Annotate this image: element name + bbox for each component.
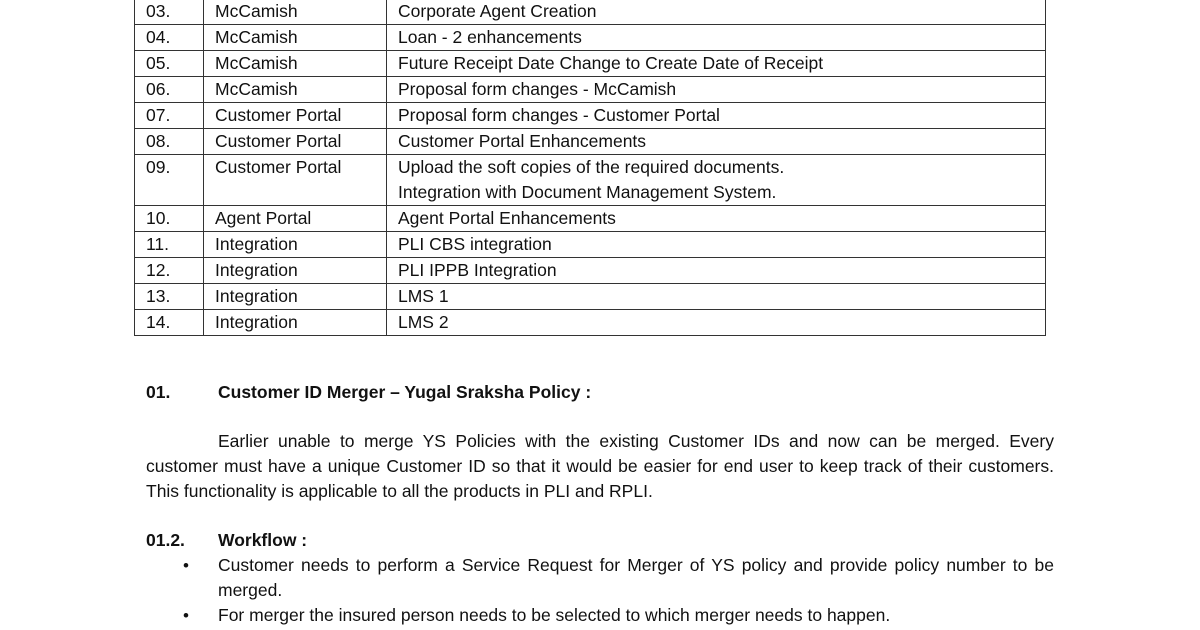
- description-cell: [387, 310, 1046, 336]
- module-cell: Integration: [204, 284, 387, 310]
- requirements-table: [134, 0, 1046, 336]
- description-line: LMS 2: [398, 312, 449, 332]
- module-cell: McCamish: [204, 25, 387, 51]
- description-cell: [387, 258, 1046, 284]
- description-line: Loan - 2 enhancements: [398, 27, 582, 47]
- module-cell: McCamish: [204, 0, 387, 25]
- bullet-icon: •: [183, 556, 189, 575]
- description-cell: [387, 103, 1046, 129]
- description-line: LMS 1: [398, 286, 449, 306]
- workflow-bullet-text: Customer needs to perform a Service Request for Merger of YS policy and provide policy number to be merged.: [218, 555, 1054, 600]
- section-1-paragraph: Earlier unable to merge YS Policies with the existing Customer IDs and now can be merged. Every customer must have a unique Customer ID so that it would be easier for end user to keep track of their customers. This functionality is applicable to all the products in PLI and RPLI.: [146, 431, 1054, 501]
- section-1-2-number: 01.2.: [146, 530, 185, 550]
- module-cell: Customer Portal: [204, 129, 387, 155]
- description-line: Customer Portal Enhancements: [398, 131, 647, 151]
- requirements-table-body: [135, 0, 1046, 336]
- module-cell: Agent Portal: [204, 206, 387, 232]
- row-number-cell: 05.: [135, 51, 204, 77]
- table-row: [135, 77, 1046, 103]
- description-cell: [387, 77, 1046, 103]
- description-cell: [387, 51, 1046, 77]
- section-1-title: Customer ID Merger – Yugal Sraksha Policy :: [218, 382, 592, 402]
- bullet-icon: •: [183, 606, 189, 625]
- workflow-bullet-item: [0, 603, 1054, 628]
- row-number-cell: 07.: [135, 103, 204, 129]
- description-cell: [387, 155, 1046, 206]
- table-row: [135, 258, 1046, 284]
- row-number-cell: 12.: [135, 258, 204, 284]
- description-cell: [387, 0, 1046, 25]
- description-line: PLI CBS integration: [398, 234, 552, 254]
- table-row: [135, 0, 1046, 25]
- description-cell: [387, 25, 1046, 51]
- description-line: Integration with Document Management System.: [398, 182, 777, 202]
- module-cell: Customer Portal: [204, 103, 387, 129]
- table-row: [135, 284, 1046, 310]
- module-cell: Integration: [204, 232, 387, 258]
- description-cell: [387, 232, 1046, 258]
- table-row: [135, 232, 1046, 258]
- section-1-2-title: Workflow :: [218, 530, 308, 550]
- module-cell: Customer Portal: [204, 155, 387, 206]
- description-line: Future Receipt Date Change to Create Date of Receipt: [398, 53, 824, 73]
- description-line: PLI IPPB Integration: [398, 260, 557, 280]
- row-number-cell: 14.: [135, 310, 204, 336]
- row-number-cell: 09.: [135, 155, 204, 206]
- table-row: [135, 155, 1046, 206]
- row-number-cell: 08.: [135, 129, 204, 155]
- table-row: [135, 206, 1046, 232]
- table-row: [135, 51, 1046, 77]
- description-cell: [387, 129, 1046, 155]
- module-cell: Integration: [204, 258, 387, 284]
- section-1-number: 01.: [146, 382, 171, 402]
- row-number-cell: 13.: [135, 284, 204, 310]
- module-cell: McCamish: [204, 51, 387, 77]
- row-number-cell: 06.: [135, 77, 204, 103]
- workflow-bullet-list: [0, 553, 1054, 628]
- row-number-cell: 11.: [135, 232, 204, 258]
- description-line: Upload the soft copies of the required documents.: [398, 157, 785, 177]
- row-number-cell: 04.: [135, 25, 204, 51]
- description-cell: [387, 206, 1046, 232]
- workflow-bullet-text: For merger the insured person needs to be selected to which merger needs to happen.: [218, 605, 891, 625]
- module-cell: McCamish: [204, 77, 387, 103]
- table-row: [135, 103, 1046, 129]
- description-line: Proposal form changes - McCamish: [398, 79, 677, 99]
- description-cell: [387, 284, 1046, 310]
- description-line: Proposal form changes - Customer Portal: [398, 105, 720, 125]
- table-row: [135, 129, 1046, 155]
- description-line: Agent Portal Enhancements: [398, 208, 616, 228]
- row-number-cell: 10.: [135, 206, 204, 232]
- description-line: Corporate Agent Creation: [398, 1, 597, 21]
- module-cell: Integration: [204, 310, 387, 336]
- table-row: [135, 310, 1046, 336]
- table-row: [135, 25, 1046, 51]
- row-number-cell: 03.: [135, 0, 204, 25]
- workflow-bullet-item: [0, 553, 1054, 603]
